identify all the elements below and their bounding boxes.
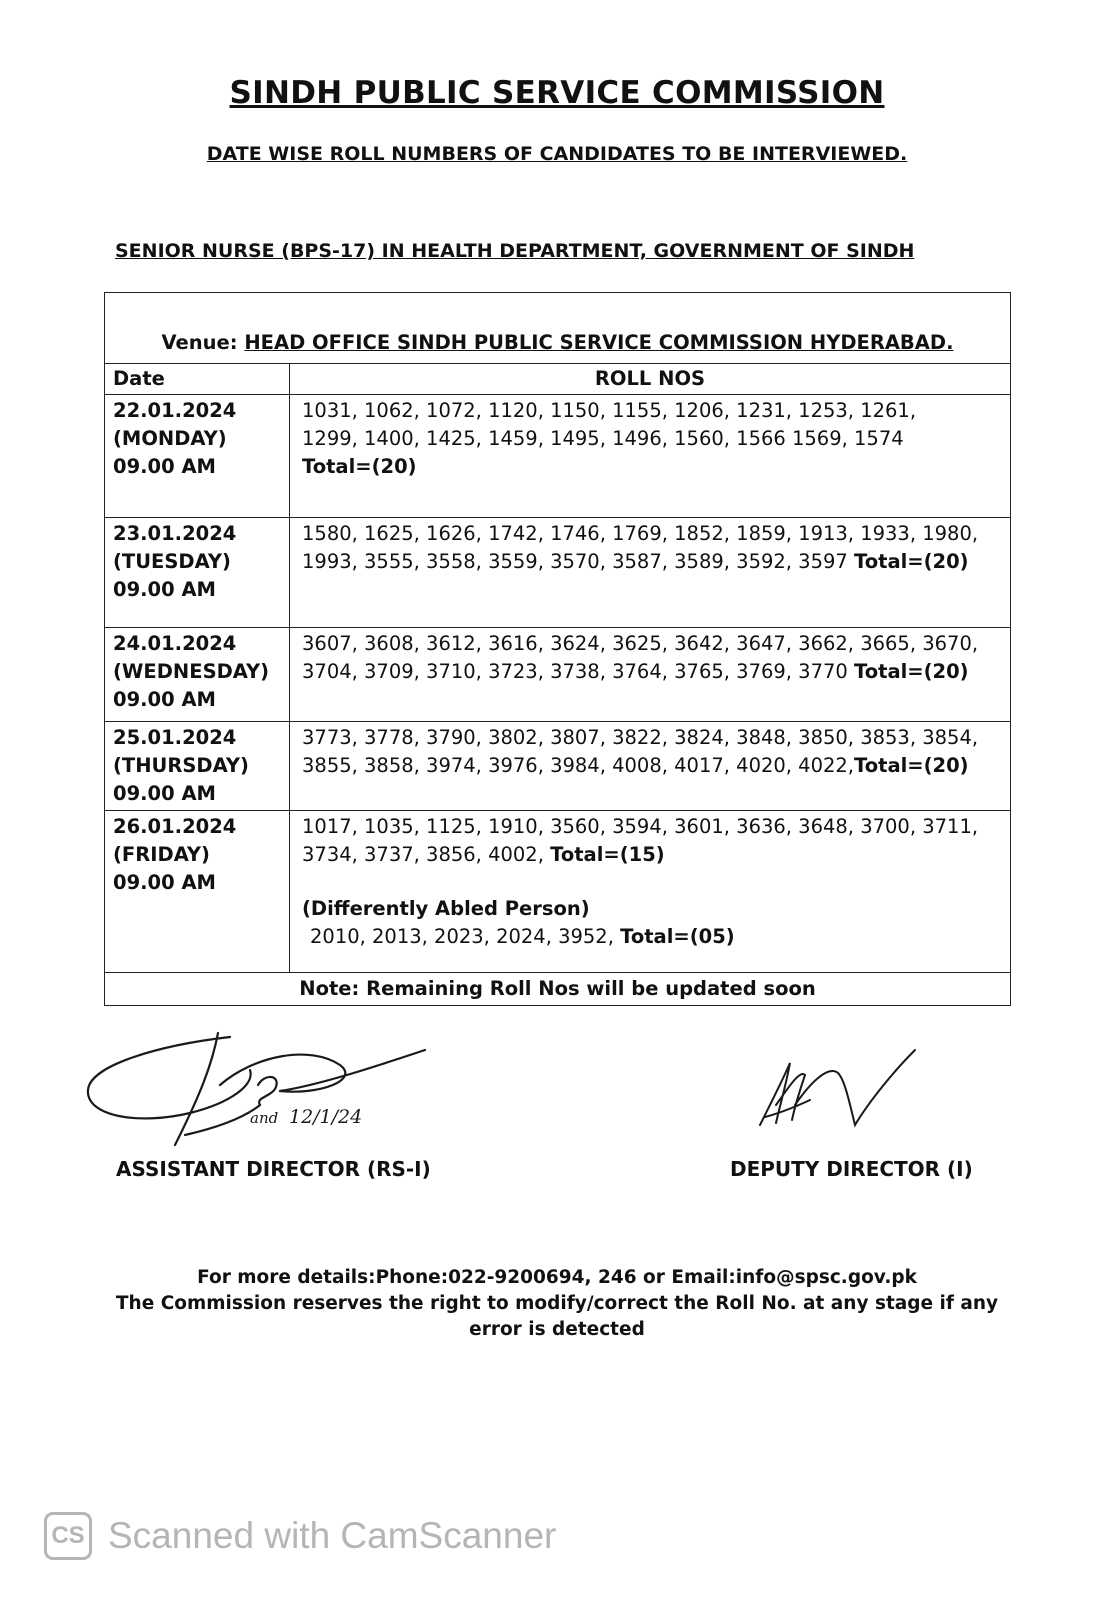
- roll-nos-line: 1993, 3555, 3558, 3559, 3570, 3587, 3589, 3592, 3597: [302, 550, 848, 573]
- roll-nos-line: 3734, 3737, 3856, 4002,: [302, 843, 544, 866]
- camscanner-logo-icon: CS: [44, 1512, 92, 1560]
- day: (WEDNESDAY): [113, 660, 270, 683]
- document-subtitle: DATE WISE ROLL NUMBERS OF CANDIDATES TO BE INTERVIEWED.: [206, 143, 908, 165]
- time: 09.00 AM: [113, 455, 216, 478]
- venue-row: [105, 293, 1011, 364]
- assistant-director-signature: [80, 1025, 440, 1155]
- row-total: Total=(20): [302, 455, 417, 478]
- table-row: [105, 628, 1011, 722]
- roll-nos-line: 1031, 1062, 1072, 1120, 1150, 1155, 1206, 1231, 1253, 1261,: [302, 399, 917, 422]
- assistant-director-title: ASSISTANT DIRECTOR (RS-I): [116, 1157, 431, 1181]
- roll-nos-cell: [290, 628, 1011, 722]
- footer: [0, 1265, 1114, 1343]
- roll-nos-line: 3607, 3608, 3612, 3616, 3624, 3625, 3642, 3647, 3662, 3665, 3670,: [302, 632, 979, 655]
- date: 25.01.2024: [113, 726, 237, 749]
- roll-nos-line: 1299, 1400, 1425, 1459, 1495, 1496, 1560, 1566 1569, 1574: [302, 427, 904, 450]
- venue-label: Venue:: [161, 331, 238, 354]
- time: 09.00 AM: [113, 782, 216, 805]
- roll-nos-cell: [290, 722, 1011, 811]
- time: 09.00 AM: [113, 871, 216, 894]
- roll-nos-cell: [290, 811, 1011, 973]
- date: 26.01.2024: [113, 815, 237, 838]
- table-header-row: [105, 364, 1011, 395]
- date-cell: [105, 811, 290, 973]
- time: 09.00 AM: [113, 578, 216, 601]
- note-row: [105, 973, 1011, 1006]
- roll-nos-cell: [290, 518, 1011, 628]
- day: (THURSDAY): [113, 754, 249, 777]
- table-row: [105, 722, 1011, 811]
- camscanner-watermark: [44, 1510, 556, 1562]
- row-total: Total=(20): [854, 550, 969, 573]
- watermark-text: Scanned with CamScanner: [108, 1515, 557, 1556]
- day: (TUESDAY): [113, 550, 231, 573]
- date-cell: [105, 722, 290, 811]
- disclaimer-line: The Commission reserves the right to modify/correct the Roll No. at any stage if any: [115, 1293, 999, 1314]
- document-title: SINDH PUBLIC SERVICE COMMISSION: [229, 75, 885, 111]
- day: (MONDAY): [113, 427, 227, 450]
- date-cell: [105, 518, 290, 628]
- roll-nos-line: 3704, 3709, 3710, 3723, 3738, 3764, 3765, 3769, 3770: [302, 660, 848, 683]
- time: 09.00 AM: [113, 688, 216, 711]
- roll-nos-line: 1017, 1035, 1125, 1910, 3560, 3594, 3601, 3636, 3648, 3700, 3711,: [302, 815, 979, 838]
- row-total: Total=(20): [854, 754, 969, 777]
- differently-abled-label: (Differently Abled Person): [302, 897, 590, 920]
- interview-schedule-table: [104, 292, 1011, 1006]
- row-total: Total=(20): [854, 660, 969, 683]
- table-row: [105, 811, 1011, 973]
- col-header-roll-nos: ROLL NOS: [290, 364, 1011, 395]
- roll-nos-line: 1580, 1625, 1626, 1742, 1746, 1769, 1852, 1859, 1913, 1933, 1980,: [302, 522, 979, 545]
- roll-nos-line: 3773, 3778, 3790, 3802, 3807, 3822, 3824, 3848, 3850, 3853, 3854,: [302, 726, 979, 749]
- date-cell: [105, 395, 290, 518]
- roll-nos-line: 3855, 3858, 3974, 3976, 3984, 4008, 4017, 4020, 4022,: [302, 754, 855, 777]
- disclaimer-line: error is detected: [469, 1319, 645, 1340]
- date-cell: [105, 628, 290, 722]
- contact-line: For more details:Phone:022-9200694, 246 or Email:info@spsc.gov.pk: [197, 1267, 917, 1288]
- date: 24.01.2024: [113, 632, 237, 655]
- table-row: [105, 518, 1011, 628]
- deputy-director-signature: [750, 1045, 930, 1135]
- handwritten-date: and 12/1/24: [250, 1106, 363, 1128]
- note-text: Note: Remaining Roll Nos will be updated soon: [105, 973, 1011, 1006]
- deputy-director-title: DEPUTY DIRECTOR (I): [730, 1157, 973, 1181]
- day: (FRIDAY): [113, 843, 210, 866]
- differently-abled-total: Total=(05): [620, 925, 735, 948]
- differently-abled-roll-nos: 2010, 2013, 2023, 2024, 3952,: [310, 925, 614, 948]
- col-header-date: Date: [105, 364, 290, 395]
- table-row: [105, 395, 1011, 518]
- roll-nos-cell: [290, 395, 1011, 518]
- row-total: Total=(15): [550, 843, 665, 866]
- venue-value: HEAD OFFICE SINDH PUBLIC SERVICE COMMISSION HYDERABAD.: [244, 331, 954, 354]
- post-heading: SENIOR NURSE (BPS-17) IN HEALTH DEPARTMENT, GOVERNMENT OF SINDH: [115, 240, 915, 262]
- date: 22.01.2024: [113, 399, 237, 422]
- date: 23.01.2024: [113, 522, 237, 545]
